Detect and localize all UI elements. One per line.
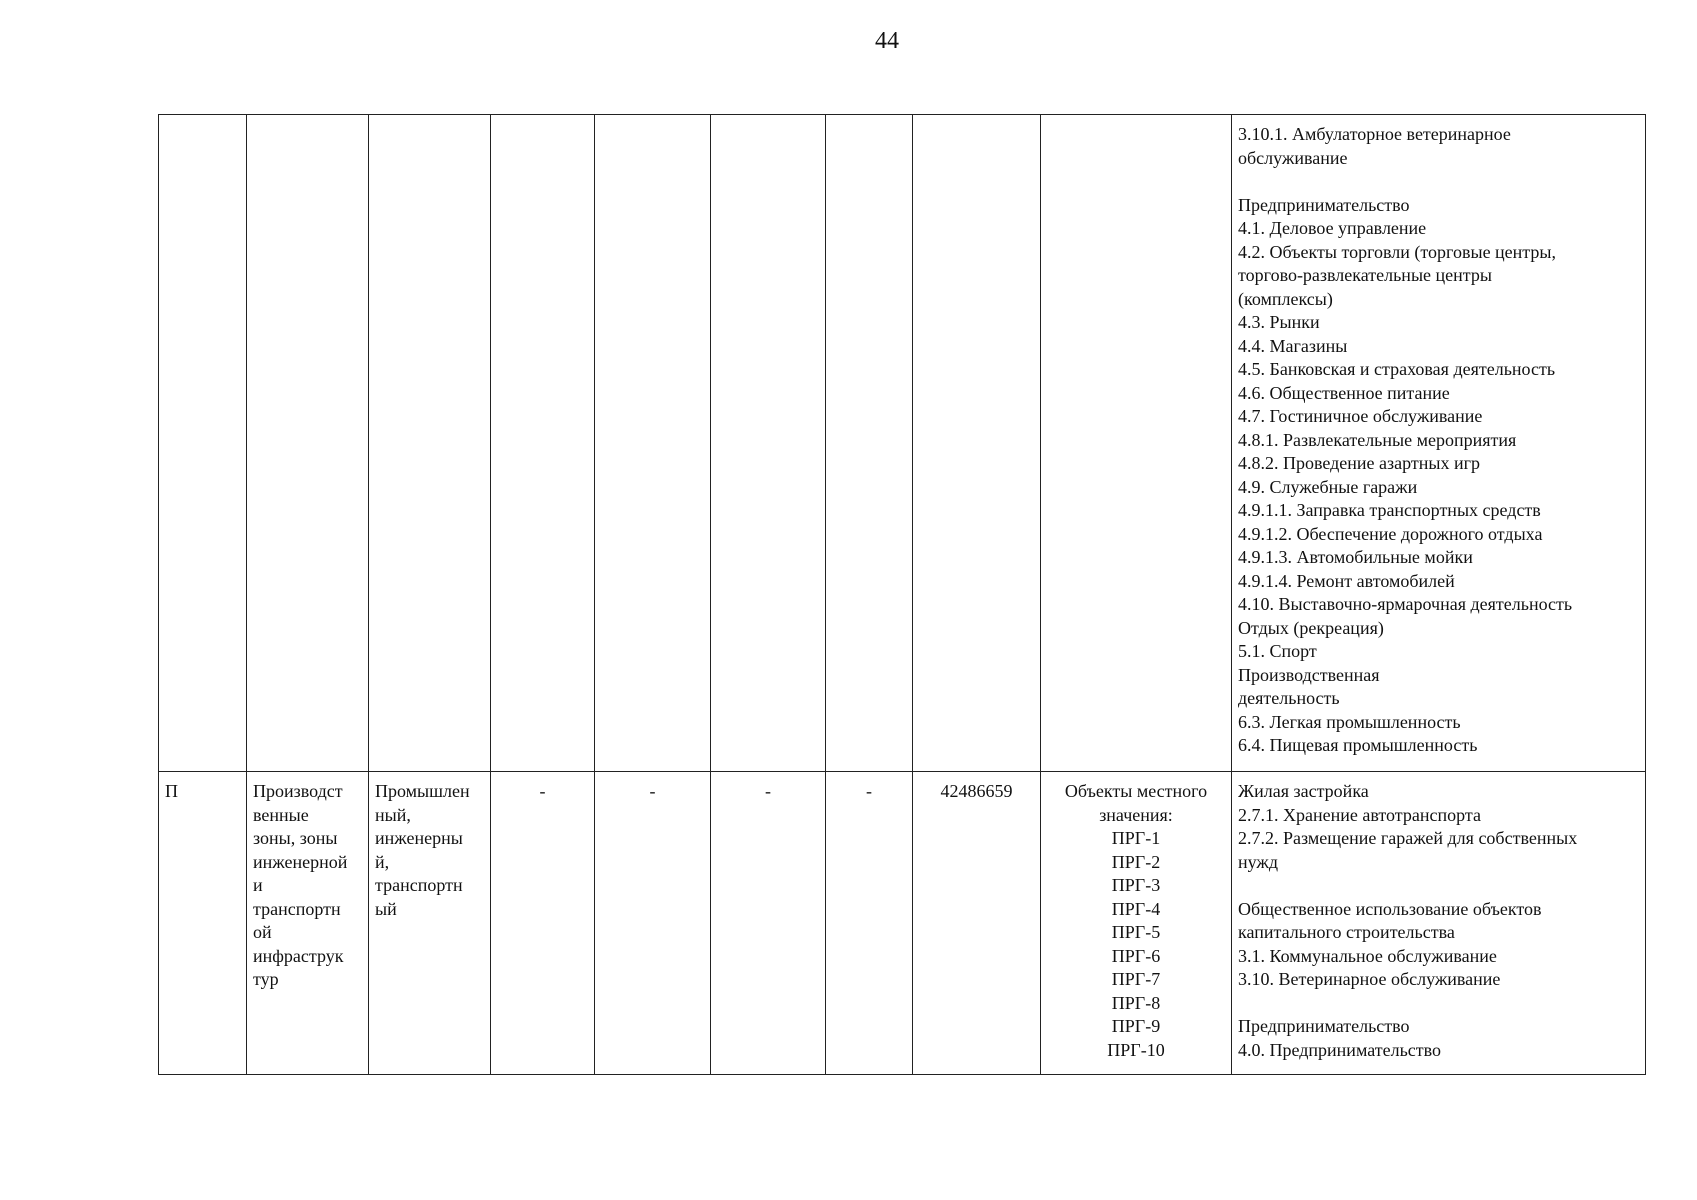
cell-col5 [595, 772, 711, 1075]
dash-value: - [649, 781, 656, 801]
table-row [159, 115, 1646, 772]
table-row [159, 772, 1646, 1075]
cell-objects [1041, 115, 1232, 772]
cell-type [369, 772, 491, 1075]
permitted-uses-text: 3.10.1. Амбулаторное ветеринарное обслуживание Предпринимательство 4.1. Деловое управление 4.2. Объекты торговли (торговые центры, торгово-развлекательные центры (комплексы) 4.3. Рынки 4.4. Магазины 4.5. Банковская и страховая деятельность 4.6. Общественное питание 4.7. Гостиничное обслуживание 4.8.1. Развлекательные мероприятия 4.8.2. Проведение азартных игр 4.9. Служебные гаражи 4.9.1.1. Заправка транспортных средств 4.9.1.2. Обеспечение дорожного отдыха 4.9.1.3. Автомобильные мойки 4.9.1.4. Ремонт автомобилей 4.10. Выставочно-ярмарочная деятельность Отдых (рекреация) 5.1. Спорт Производственная деятельность 6.3. Легкая промышленность 6.4. Пищевая промышленность [1238, 124, 1573, 755]
page-number: 44 [875, 28, 899, 54]
cell-zone [247, 115, 369, 772]
cell-col4 [491, 115, 595, 772]
cell-col6 [711, 115, 826, 772]
permitted-uses-text: Жилая застройка 2.7.1. Хранение автотранспорта 2.7.2. Размещение гаражей для собственных нужд Общественное использование объектов капитального строительства 3.1. Коммунальное обслуживание 3.10. Ветеринарное обслуживание Предпринимательство 4.0. Предпринимательство [1238, 781, 1578, 1060]
cell-col6 [711, 772, 826, 1075]
cell-permitted-uses [1232, 115, 1646, 772]
zoning-table [158, 114, 1646, 1075]
dash-value: - [866, 781, 872, 801]
cell-area [913, 115, 1041, 772]
cell-col4 [491, 772, 595, 1075]
cell-zone [247, 772, 369, 1075]
local-objects-list: Объекты местного значения: ПРГ-1 ПРГ-2 ПРГ-3 ПРГ-4 ПРГ-5 ПРГ-6 ПРГ-7 ПРГ-8 ПРГ-9 ПРГ-10 [1064, 781, 1208, 1060]
zone-type: Промышлен ный, инженерны й, транспортн ый [375, 781, 470, 919]
cell-code [159, 772, 247, 1075]
cell-permitted-uses [1232, 772, 1646, 1075]
cell-col7 [826, 115, 913, 772]
cell-col7 [826, 772, 913, 1075]
cell-col5 [595, 115, 711, 772]
area-value: 42486659 [940, 781, 1013, 801]
cell-area [913, 772, 1041, 1075]
zone-name: Производст венные зоны, зоны инженерной и транспортн ой инфраструк тур [253, 781, 348, 989]
cell-type [369, 115, 491, 772]
dash-value: - [765, 781, 771, 801]
cell-objects [1041, 772, 1232, 1075]
dash-value: - [539, 781, 546, 801]
cell-code [159, 115, 247, 772]
zone-code: П [165, 781, 178, 801]
